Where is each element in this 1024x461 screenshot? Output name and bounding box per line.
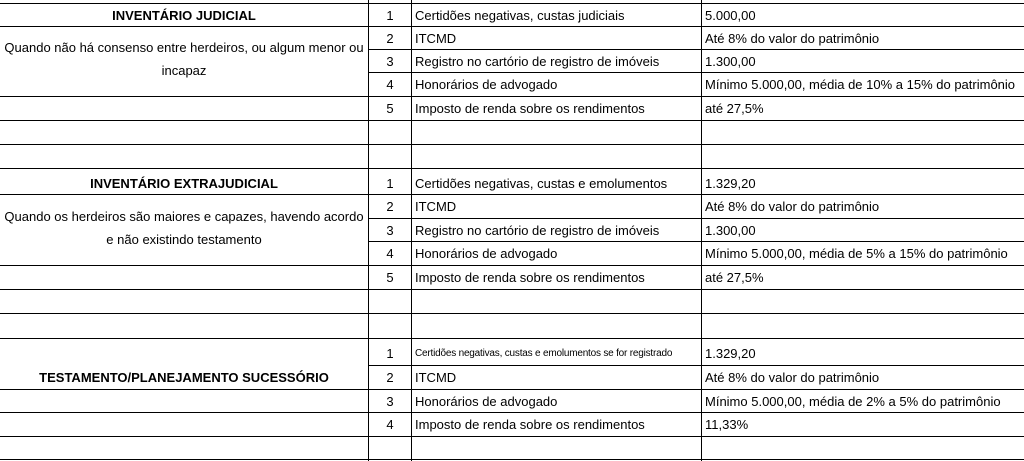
cost-cell: Mínimo 5.000,00, média de 10% a 15% do patrimônio	[705, 77, 1016, 92]
row-divider	[0, 289, 1024, 290]
item-cell: Certidões negativas, custas e emolumentos	[415, 175, 668, 191]
section-title: INVENTÁRIO JUDICIAL	[112, 7, 256, 23]
row-divider	[0, 338, 1024, 339]
row-divider	[368, 72, 1024, 73]
row-divider	[0, 96, 1024, 97]
row-divider	[0, 436, 1024, 437]
row-divider	[368, 241, 1024, 242]
row-divider	[368, 218, 1024, 219]
cost-cell: 1.329,20	[705, 346, 756, 361]
row-divider	[0, 459, 1024, 460]
column-divider	[411, 0, 412, 461]
cost-cell: até 27,5%	[705, 101, 764, 116]
column-divider	[701, 0, 702, 461]
item-cell: ITCMD	[415, 370, 457, 385]
item-cell: ITCMD	[415, 199, 457, 214]
row-divider	[0, 265, 1024, 266]
cost-cell: até 27,5%	[705, 270, 764, 285]
row-divider	[0, 144, 1024, 145]
cost-cell: 11,33%	[705, 417, 749, 432]
cost-cell: 1.300,00	[705, 53, 756, 69]
cost-cell: 5.000,00	[705, 7, 756, 23]
item-cell: Honorários de advogado	[415, 393, 558, 409]
row-number: 1	[386, 7, 394, 23]
row-number: 3	[386, 222, 394, 238]
cost-cell: Até 8% do valor do patrimônio	[705, 370, 880, 385]
row-divider	[368, 49, 1024, 50]
item-cell: Honorários de advogado	[415, 77, 558, 92]
row-number: 3	[386, 393, 394, 409]
item-cell: Imposto de renda sobre os rendimentos	[415, 270, 645, 285]
row-number: 4	[386, 417, 394, 432]
cost-cell: 1.329,20	[705, 175, 756, 191]
cost-cell: Mínimo 5.000,00, média de 2% a 5% do patrimônio	[705, 393, 1001, 409]
row-number: 1	[386, 175, 394, 191]
item-cell: Honorários de advogado	[415, 246, 558, 261]
row-number: 2	[386, 199, 394, 214]
row-number: 1	[386, 346, 394, 361]
row-number: 2	[386, 30, 394, 46]
column-divider	[368, 0, 369, 461]
item-cell: Imposto de renda sobre os rendimentos	[415, 101, 645, 116]
row-divider	[0, 194, 1024, 195]
cost-cell: 1.300,00	[705, 222, 756, 238]
cost-cell: Até 8% do valor do patrimônio	[705, 199, 880, 214]
row-number: 4	[386, 246, 394, 261]
row-divider	[0, 3, 1024, 4]
item-cell: Certidões negativas, custas judiciais	[415, 7, 625, 23]
row-number: 3	[386, 53, 394, 69]
row-number: 2	[386, 370, 394, 385]
section-title: TESTAMENTO/PLANEJAMENTO SUCESSÓRIO	[39, 370, 329, 385]
section-title: INVENTÁRIO EXTRAJUDICIAL	[90, 175, 278, 191]
row-number: 5	[386, 101, 394, 116]
item-cell: Registro no cartório de registro de imóveis	[415, 222, 660, 238]
row-number: 5	[386, 270, 394, 285]
row-divider	[0, 389, 1024, 390]
cost-cell: Até 8% do valor do patrimônio	[705, 30, 880, 46]
item-cell: ITCMD	[415, 30, 457, 46]
row-divider	[0, 120, 1024, 121]
section-description: Quando não há consenso entre herdeiros, ou algum menor ou incapaz	[4, 40, 364, 78]
section-description: Quando os herdeiros são maiores e capazes, havendo acordo e não existindo testamento	[4, 209, 364, 247]
row-divider	[368, 365, 1024, 366]
row-divider	[0, 412, 1024, 413]
item-cell: Registro no cartório de registro de imóveis	[415, 53, 660, 69]
item-cell: Imposto de renda sobre os rendimentos	[415, 417, 645, 432]
row-number: 4	[386, 77, 394, 92]
row-divider	[0, 313, 1024, 314]
cost-cell: Mínimo 5.000,00, média de 5% a 15% do patrimônio	[705, 246, 1008, 261]
item-cell: Certidões negativas, custas e emolumentos se for registrado	[415, 347, 673, 359]
row-divider	[0, 26, 1024, 27]
row-divider	[0, 168, 1024, 169]
